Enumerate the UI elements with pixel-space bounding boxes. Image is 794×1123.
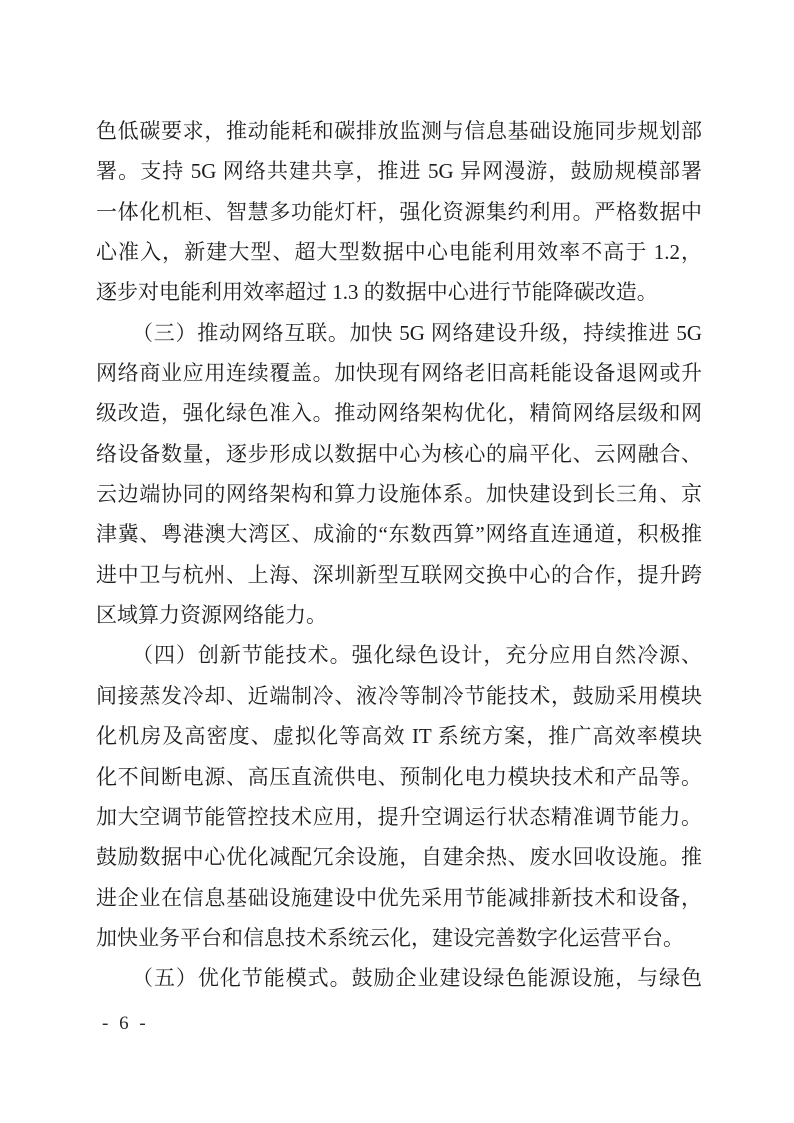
text-line: 心准入，新建大型、超大型数据中心电能利用效率不高于 1.2， [96,240,702,265]
document-body [96,111,702,999]
text-line-section-3: （三）推动网络互联。加快 5G 网络建设升级，持续推进 5G [132,320,702,345]
text-line: 网络商业应用连续覆盖。加快现有网络老旧高耗能设备退网或升 [96,361,702,386]
text-line: 色低碳要求，推动能耗和碳排放监测与信息基础设施同步规划部 [96,119,702,143]
text-line: 逐步对电能利用效率超过 1.3 的数据中心进行节能降碳改造。 [96,280,658,305]
text-line-section-5: （五）优化节能模式。鼓励企业建设绿色能源设施，与绿色 [132,966,702,991]
text-line: 化机房及高密度、虚拟化等高效 IT 系统方案，推广高效率模块 [96,724,702,749]
text-line: 络设备数量，逐步形成以数据中心为核心的扁平化、云网融合、 [96,441,702,466]
text-line: 一体化机柜、智慧多功能灯杆，强化资源集约利用。严格数据中 [96,199,702,224]
text-line-section-4: （四）创新节能技术。强化绿色设计，充分应用自然冷源、 [132,643,702,668]
text-line: 化不间断电源、高压直流供电、预制化电力模块技术和产品等。 [96,764,702,789]
text-line: 鼓励数据中心优化减配冗余设施，自建余热、废水回收设施。推 [96,845,702,870]
page-number: - 6 - [102,1013,149,1034]
text-line: 进企业在信息基础设施建设中优先采用节能减排新技术和设备， [96,885,702,910]
text-line: 区域算力资源网络能力。 [96,603,327,628]
text-line: 加快业务平台和信息技术系统云化，建设完善数字化运营平台。 [96,925,684,950]
text-line: 级改造，强化绿色准入。推动网络架构优化，精简网络层级和网 [96,401,702,426]
page-footer [102,1010,149,1038]
text-line: 进中卫与杭州、上海、深圳新型互联网交换中心的合作，提升跨 [96,562,702,587]
text-line: 加大空调节能管控技术应用，提升空调运行状态精准调节能力。 [96,804,702,829]
text-line: 云边端协同的网络架构和算力设施体系。加快建设到长三角、京 [96,482,702,507]
text-line: 间接蒸发冷却、近端制冷、液冷等制冷节能技术，鼓励采用模块 [96,683,702,708]
text-line: 署。支持 5G 网络共建共享，推进 5G 异网漫游，鼓励规模部署 [96,159,702,184]
text-line: 津冀、粤港澳大湾区、成渝的“东数西算”网络直连通道，积极推 [96,522,702,547]
